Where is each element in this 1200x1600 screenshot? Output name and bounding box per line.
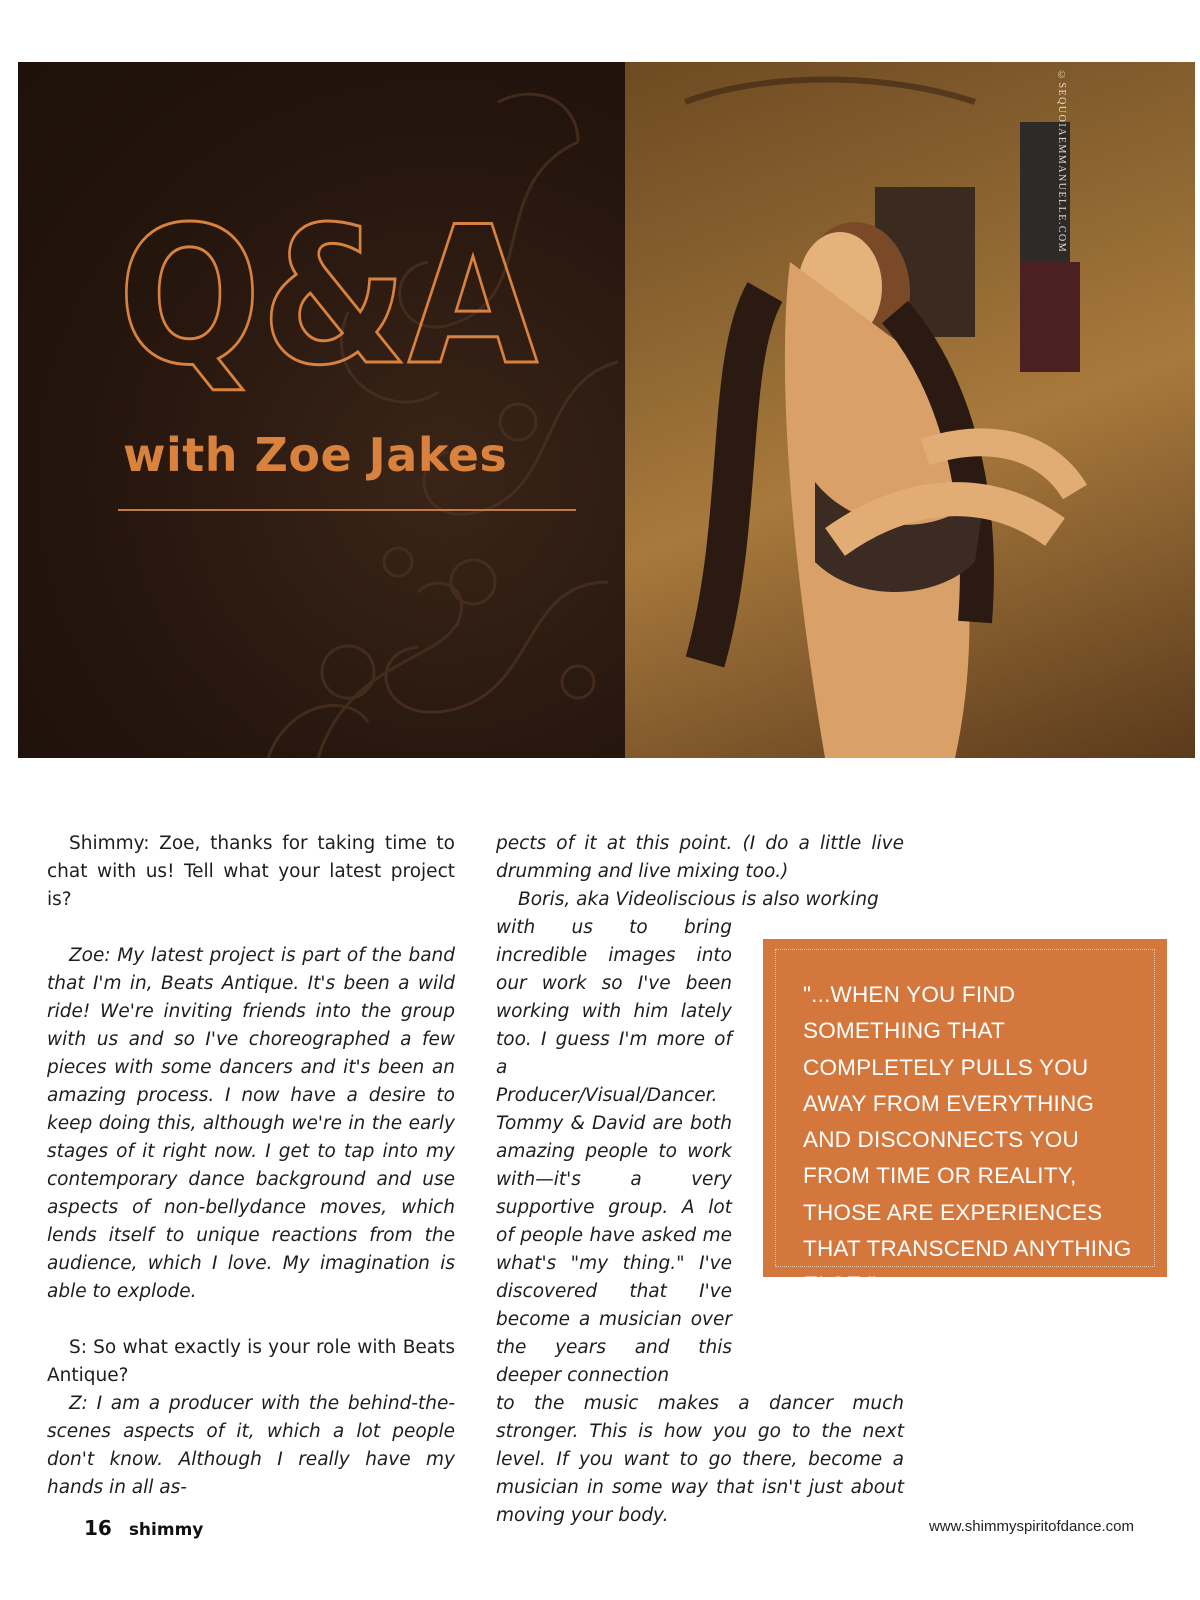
photo-credit: ©SEQUOIAEMMANUELLE.COM <box>1056 70 1067 254</box>
title-panel <box>18 62 625 758</box>
answer-2-continued: pects of it at this point. (I do a little live drumming and live mixing too.) <box>496 833 904 882</box>
photo-illustration <box>625 62 1195 758</box>
title-text: Q&A <box>118 186 538 407</box>
article-column-1 <box>47 830 455 1502</box>
qa-title <box>118 172 598 412</box>
hero-banner <box>18 62 1195 758</box>
question-1: Shimmy: Zoe, thanks for taking time to chat with us! Tell what your latest project is? <box>47 833 455 910</box>
answer-2-para-body: with us to bring incredible images into our work so I've been working with him lately too. I guess I'm more of a Producer/Visual/Dancer. Tommy & David are both amazing people to work with—it's a very supportive group. A lot of people have asked me what's "my thing." I've discovered that I've become a musician over the years and this deeper connection <box>496 917 732 1386</box>
pull-quote-box <box>763 939 1167 1298</box>
answer-2: Z: I am a producer with the behind-the-scenes aspects of it, which a lot people don't know. Although I really have my hands in all as- <box>47 1393 455 1498</box>
answer-2-para-lead: Boris, aka Videoliscious is also working <box>518 889 879 910</box>
website-url: www.shimmyspiritofdance.com <box>928 1518 1134 1535</box>
pull-quote-text: "...WHEN YOU FIND SOMETHING THAT COMPLETELY PULLS YOU AWAY FROM EVERYTHING AND DISCONNECTS YOU FROM TIME OR REALITY, THOSE ARE EXPERIENCES THAT TRANSCEND ANYTHING ELSE." <box>803 982 1132 1298</box>
title-divider <box>118 509 576 511</box>
page-number: 16 <box>84 1516 112 1540</box>
answer-1: Zoe: My latest project is part of the band that I'm in, Beats Antique. It's been a wild ride! We're inviting friends into the group with us and so I've choreographed a few pieces with some dancers and it's been an amazing process. I now have a desire to keep doing this, although we're in the early stages of it right now. I get to tap into my contemporary dance background and use aspects of non-bellydance moves, which lends itself to unique reactions from the audience, which I love. My imagination is able to explode. <box>47 945 455 1302</box>
page-folio <box>84 1516 203 1540</box>
publication-name: shimmy <box>128 1520 204 1540</box>
dancer-photo <box>625 62 1195 758</box>
answer-2-para-tail: to the music makes a dancer much stronger. This is how you go to the next level. If you want to go there, become a musician in some way that isn't just about moving your body. <box>496 1393 904 1526</box>
page-subtitle: with Zoe Jakes <box>123 428 508 482</box>
question-2: S: So what exactly is your role with Beats Antique? <box>47 1337 455 1386</box>
